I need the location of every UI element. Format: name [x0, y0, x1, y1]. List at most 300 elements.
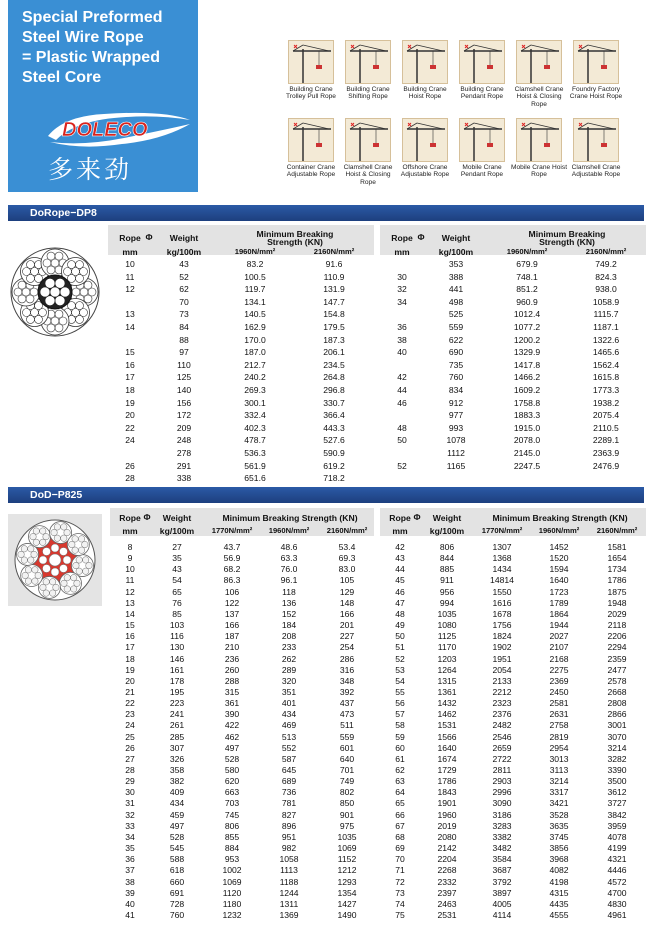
- table-cell: 443.3: [323, 422, 345, 433]
- table-cell: 1723: [549, 586, 569, 597]
- table-cell: 36: [125, 854, 135, 865]
- table-row: [380, 865, 646, 875]
- table-cell: 25: [125, 731, 135, 742]
- table-row: [380, 435, 646, 445]
- table-cell: 1232: [222, 909, 242, 920]
- table-cell: 296.8: [323, 385, 345, 395]
- table-cell: 885: [439, 564, 455, 575]
- table-cell: 3727: [607, 798, 627, 809]
- table-cell: 353: [448, 259, 464, 269]
- table-row: [110, 787, 376, 797]
- table-cell: 1550: [492, 586, 512, 597]
- core-wire: [63, 556, 71, 564]
- crane-icon: [345, 40, 391, 84]
- header-grade-1770: 1770N/mm²: [211, 526, 253, 535]
- table-cell: 91.6: [325, 259, 343, 269]
- table-cell: 1002: [222, 865, 242, 876]
- table-row: [110, 832, 376, 842]
- core-wire: [39, 556, 47, 564]
- table-cell: 19: [125, 397, 135, 408]
- table-cell: 3842: [607, 809, 627, 820]
- table-cell: 236: [224, 653, 240, 664]
- table-row: [380, 461, 646, 471]
- table-cell: 718.2: [323, 473, 345, 484]
- table-row: [110, 776, 376, 786]
- table-cell: 43: [179, 259, 189, 269]
- application-label: Offshore Crane Adjustable Rope: [400, 164, 450, 179]
- table-cell: 1883.3: [513, 410, 541, 421]
- table-cell: 1566: [437, 731, 457, 742]
- table-cell: 70: [395, 854, 405, 865]
- table-cell: 2206: [607, 631, 627, 642]
- table-cell: 50: [395, 631, 405, 642]
- table-cell: 3390: [607, 765, 627, 775]
- table-cell: 1864: [549, 608, 569, 619]
- table-cell: 1058.9: [592, 296, 620, 307]
- table-cell: 1734: [607, 564, 627, 575]
- crane-icon: [459, 118, 505, 162]
- table-cell: 32: [125, 809, 135, 820]
- header-mm: mm: [392, 526, 408, 536]
- table-cell: 40: [397, 347, 407, 358]
- table-cell: 4114: [492, 909, 512, 920]
- table-cell: 689: [281, 776, 297, 787]
- table-cell: 1069: [337, 843, 357, 854]
- table-cell: 422: [224, 720, 240, 731]
- table-cell: 2145.0: [513, 448, 541, 458]
- table-cell: 316: [339, 664, 355, 675]
- table-cell: 1361: [437, 686, 457, 697]
- header-mbs-unit: Strength (KN): [539, 237, 595, 247]
- table-cell: 2268: [437, 865, 457, 876]
- table-cell: 129: [339, 586, 355, 597]
- header-weight: Weight: [441, 233, 471, 243]
- application-label: Clamshell Crane Hoist & Closing Rope: [343, 164, 393, 186]
- table-cell: 1875: [607, 586, 627, 597]
- table-cell: 2054: [492, 664, 512, 675]
- table-cell: 131.9: [323, 284, 345, 295]
- table-cell: 289: [281, 664, 297, 675]
- table-cell: 2363.9: [592, 448, 620, 458]
- header-mbs: Minimum Breaking: [528, 229, 606, 239]
- table-cell: 184: [281, 620, 297, 631]
- table-cell: 2758: [549, 720, 569, 731]
- table-cell: 166: [224, 620, 240, 631]
- table-cell: 278: [176, 448, 192, 458]
- table-cell: 469: [281, 720, 297, 731]
- table-cell: 166: [339, 608, 355, 619]
- wire: [22, 572, 28, 578]
- table-cell: 559: [339, 731, 355, 742]
- table-cell: 1113: [280, 865, 298, 876]
- table-row: [110, 676, 376, 686]
- table-cell: 52: [397, 460, 407, 471]
- table-cell: 68: [395, 831, 405, 842]
- table-cell: 587: [281, 753, 297, 764]
- table-cell: 201: [339, 620, 355, 631]
- table-cell: 65: [172, 586, 182, 597]
- table-cell: 240.2: [244, 372, 266, 383]
- table-cell: 96.1: [280, 575, 298, 586]
- table-cell: 1180: [222, 898, 242, 909]
- table-row: [380, 654, 646, 664]
- table-row: [108, 385, 374, 395]
- table-cell: 63.3: [280, 553, 298, 564]
- table-cell: 28: [125, 473, 135, 484]
- table-cell: 4555: [549, 909, 569, 920]
- table-cell: 110.9: [323, 271, 345, 282]
- table-row: [380, 360, 646, 370]
- table-cell: 2668: [607, 686, 627, 697]
- table-cell: 54: [395, 675, 405, 686]
- table-cell: 46: [395, 586, 405, 597]
- table-cell: 43.7: [223, 542, 241, 552]
- logo-chinese: 多来劲: [48, 155, 133, 184]
- table-cell: 1758.8: [513, 397, 541, 408]
- table-cell: 33: [125, 820, 135, 831]
- table-cell: 434: [281, 709, 297, 720]
- table-cell: 1432: [437, 698, 457, 709]
- table-cell: 498: [448, 296, 464, 307]
- table-cell: 2294: [607, 642, 627, 653]
- table-cell: 15: [125, 347, 135, 358]
- wire: [51, 259, 59, 267]
- table-cell: 2142: [437, 843, 457, 854]
- table-row: [110, 709, 376, 719]
- table-cell: 1615.8: [592, 372, 620, 383]
- wire: [82, 568, 88, 574]
- table-cell: 1264: [437, 664, 457, 675]
- table-cell: 12: [125, 284, 135, 295]
- product-title: [22, 8, 202, 88]
- wire: [69, 541, 75, 547]
- table-cell: 409: [169, 787, 185, 798]
- table-cell: 2359: [607, 653, 627, 664]
- table-cell: 44: [397, 385, 407, 395]
- table-cell: 43: [395, 553, 405, 564]
- table-cell: 953: [224, 854, 240, 865]
- table-cell: 619.2: [323, 460, 345, 471]
- table-cell: 1035: [437, 608, 457, 619]
- table-cell: 35: [125, 843, 135, 854]
- table-cell: 2531: [437, 909, 457, 920]
- wire: [53, 584, 59, 590]
- table-cell: 2659: [492, 742, 512, 753]
- wire: [76, 557, 82, 563]
- crane-icon: [573, 118, 619, 162]
- table-cell: 601: [339, 742, 355, 753]
- wire: [49, 590, 55, 596]
- wire: [18, 551, 24, 557]
- table-cell: 18: [125, 385, 135, 395]
- header-grade-2160: 2160N/mm²: [326, 526, 368, 535]
- table-cell: 41: [125, 909, 135, 920]
- table-cell: 401: [281, 698, 297, 709]
- table-cell: 241: [169, 709, 185, 720]
- table-cell: 760: [169, 909, 185, 920]
- table-row: [110, 687, 376, 697]
- table-cell: 2107: [549, 642, 569, 653]
- table-cell: 1520: [549, 553, 569, 564]
- table-cell: 1490: [337, 909, 357, 920]
- table-row: [380, 309, 646, 319]
- application-label: Building Crane Shifting Rope: [346, 86, 390, 101]
- table-cell: 896: [281, 820, 297, 831]
- header-panel: [8, 0, 198, 192]
- table-cell: 3500: [607, 776, 627, 787]
- table-cell: 701: [339, 765, 355, 775]
- table-row: [380, 372, 646, 382]
- table-cell: 212.7: [244, 359, 266, 370]
- table-cell: 806: [439, 542, 455, 552]
- table-cell: 1170: [437, 642, 457, 653]
- table-cell: 1951: [492, 653, 512, 664]
- wire: [28, 557, 34, 563]
- table-cell: 223: [169, 698, 185, 709]
- table-cell: 27: [172, 542, 182, 552]
- table-row: [110, 642, 376, 652]
- table-cell: 1203: [437, 653, 457, 664]
- table-cell: 2168: [549, 653, 569, 664]
- table-cell: 20: [125, 675, 135, 686]
- table-cell: 1466.2: [513, 372, 541, 383]
- application-item: [510, 118, 568, 179]
- table-cell: 152: [281, 608, 297, 619]
- table-row: [380, 754, 646, 764]
- table-cell: 640: [339, 753, 355, 764]
- table-cell: 47: [395, 597, 405, 608]
- wire: [64, 575, 70, 581]
- table-cell: 1901: [437, 798, 457, 809]
- table-row: [108, 335, 374, 345]
- table-cell: 2996: [492, 787, 512, 798]
- application-item: [453, 40, 511, 101]
- table-row: [380, 821, 646, 831]
- table-row: [380, 743, 646, 753]
- table-cell: 1307: [492, 542, 512, 552]
- table-cell: 227: [339, 631, 355, 642]
- table-cell: 1165: [446, 460, 466, 471]
- table-cell: 2476.9: [592, 460, 620, 471]
- table-row: [380, 709, 646, 719]
- table-cell: 4078: [607, 831, 627, 842]
- crane-icon: [345, 118, 391, 162]
- title-line: Special Preformed: [22, 9, 163, 26]
- wire: [32, 578, 38, 584]
- wire: [40, 528, 46, 534]
- table-cell: 2075.4: [592, 410, 620, 421]
- table-cell: 1678: [492, 608, 512, 619]
- wire: [30, 533, 36, 539]
- table-cell: 951: [281, 831, 297, 842]
- table-cell: 69.3: [338, 553, 356, 564]
- core-wire: [50, 287, 60, 297]
- table-cell: 320: [281, 675, 297, 686]
- table-row: [110, 888, 376, 898]
- table-cell: 12: [125, 586, 135, 597]
- table-cell: 110: [177, 359, 191, 370]
- header-phi: Φ: [413, 512, 421, 522]
- wire: [30, 267, 38, 275]
- table-cell: 392: [339, 686, 355, 697]
- table-cell: 1756: [492, 620, 512, 631]
- table-cell: 473: [339, 709, 355, 720]
- table-cell: 2819: [549, 731, 569, 742]
- table-cell: 1786: [437, 776, 457, 787]
- table-cell: 19: [125, 664, 135, 675]
- table-cell: 40: [125, 898, 135, 909]
- table-cell: 106: [224, 586, 240, 597]
- table-cell: 8: [127, 542, 133, 552]
- core-wire: [45, 296, 55, 306]
- table-cell: 140: [176, 385, 192, 395]
- table-row: [110, 865, 376, 875]
- table-cell: 67: [395, 820, 405, 831]
- table-cell: 527.6: [323, 435, 345, 446]
- table-row: [110, 620, 376, 630]
- table-cell: 749: [339, 776, 355, 787]
- table-cell: 497: [169, 820, 185, 831]
- table-cell: 10: [125, 564, 135, 575]
- table-cell: 88: [179, 334, 189, 345]
- table-cell: 855: [224, 831, 240, 842]
- table-cell: 31: [125, 798, 135, 809]
- table-row: [380, 385, 646, 395]
- table-cell: 4446: [607, 865, 627, 876]
- table-cell: 83.2: [246, 259, 264, 269]
- table-row: [380, 609, 646, 619]
- wire: [76, 568, 82, 574]
- table-cell: 233: [281, 642, 297, 653]
- header-weight-unit: kg/100m: [166, 247, 202, 257]
- table-row: [110, 743, 376, 753]
- table-row: [380, 810, 646, 820]
- table-row: [110, 765, 376, 775]
- header-mbs: Minimum Breaking Strength (KN): [492, 513, 628, 523]
- table-row: [108, 423, 374, 433]
- table-cell: 2110.5: [593, 422, 619, 433]
- table-cell: 802: [339, 787, 355, 798]
- table-row: [380, 272, 646, 282]
- table-cell: 49: [395, 620, 405, 631]
- table-cell: 32: [397, 284, 407, 295]
- header-grade-1960: 1960N/mm²: [234, 247, 276, 256]
- table-cell: 851.2: [516, 284, 538, 295]
- table-cell: 140.5: [244, 309, 266, 320]
- table-cell: 264.8: [323, 372, 345, 383]
- application-item: [510, 40, 568, 108]
- wire: [49, 579, 55, 585]
- table-cell: 71: [395, 865, 405, 876]
- table-cell: 1077.2: [513, 322, 541, 332]
- table-cell: 1609.2: [513, 385, 541, 395]
- table-cell: 34: [125, 831, 135, 842]
- wire: [40, 539, 46, 545]
- table-cell: 1616: [492, 597, 512, 608]
- table-cell: 993: [448, 422, 464, 433]
- table-cell: 116: [170, 631, 184, 642]
- table-cell: 187.0: [244, 347, 266, 358]
- table-cell: 51: [395, 642, 405, 653]
- table-row: [380, 698, 646, 708]
- table-cell: 441: [448, 284, 464, 295]
- wire: [72, 309, 80, 317]
- wire: [54, 524, 60, 530]
- section-title-dp8: DoRope−DP8: [8, 205, 644, 221]
- table-row: [110, 665, 376, 675]
- table-row: [110, 899, 376, 909]
- table-cell: 1417.8: [513, 359, 541, 370]
- table-cell: 338: [176, 473, 192, 484]
- table-cell: 315: [224, 686, 240, 697]
- table-cell: 48: [395, 608, 405, 619]
- table-row: [380, 598, 646, 608]
- wire: [43, 579, 49, 585]
- table-cell: 1369: [279, 909, 299, 920]
- application-label: Building Crane Pendant Rope: [460, 86, 504, 101]
- table-cell: 1948: [607, 597, 627, 608]
- table-cell: 1080: [437, 620, 457, 631]
- table-cell: 14814: [490, 575, 514, 586]
- table-row: [380, 542, 646, 552]
- table-cell: 332.4: [244, 410, 266, 421]
- table-cell: 75: [395, 909, 405, 920]
- table-cell: 35: [172, 553, 182, 564]
- core-wire: [51, 568, 59, 576]
- table-cell: 660: [169, 876, 185, 887]
- table-cell: 1531: [437, 720, 457, 731]
- table-cell: 3612: [607, 787, 627, 798]
- table-row: [380, 843, 646, 853]
- table-cell: 982: [281, 843, 297, 854]
- table-cell: 1315: [437, 675, 457, 686]
- table-cell: 3421: [549, 798, 569, 809]
- table-cell: 72: [395, 876, 405, 887]
- application-label: Foundry Factory Crane Hoist Rope: [569, 86, 623, 101]
- table-cell: 3528: [549, 809, 569, 820]
- table-cell: 884: [224, 843, 240, 854]
- table-cell: 42: [395, 542, 405, 552]
- table-cell: 60: [395, 742, 405, 753]
- core-wire: [43, 564, 51, 572]
- table-cell: 728: [169, 898, 185, 909]
- table-cell: 13: [125, 597, 135, 608]
- table-cell: 1187.1: [593, 322, 619, 332]
- table-row: [380, 297, 646, 307]
- table-row: [380, 798, 646, 808]
- header-rope: Rope: [119, 233, 141, 243]
- table-row: [380, 410, 646, 420]
- table-cell: 130: [169, 642, 185, 653]
- table-cell: 2722: [492, 753, 512, 764]
- table-cell: 382: [169, 776, 185, 787]
- table-cell: 1902: [492, 642, 512, 653]
- table-row: [380, 720, 646, 730]
- table-row: [380, 423, 646, 433]
- table-cell: 17: [125, 642, 135, 653]
- table-cell: 45: [395, 575, 405, 586]
- table-cell: 24: [125, 435, 135, 446]
- table-cell: 146: [169, 653, 185, 664]
- wire: [43, 590, 49, 596]
- table-cell: 2463: [437, 898, 457, 909]
- table-cell: 590.9: [323, 448, 345, 458]
- table-cell: 16: [125, 631, 135, 642]
- table-cell: 38: [125, 876, 135, 887]
- table-cell: 55: [395, 686, 405, 697]
- table-cell: 2811: [492, 765, 512, 775]
- table-cell: 24: [125, 720, 135, 731]
